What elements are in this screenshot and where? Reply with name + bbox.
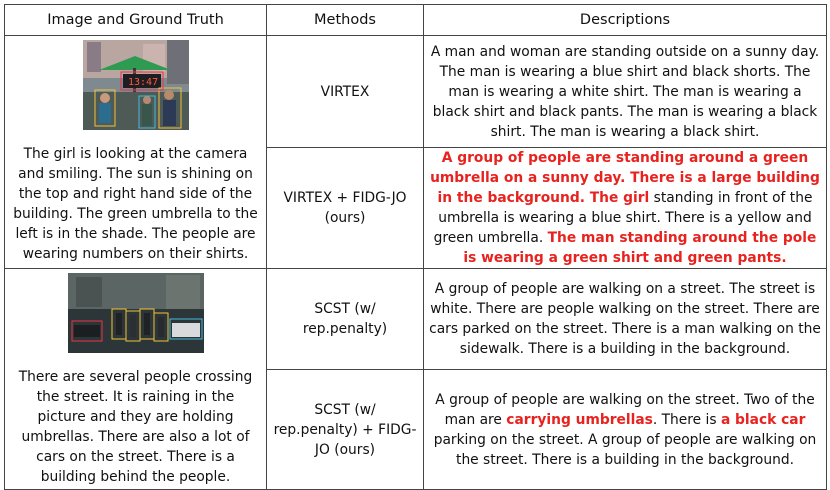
text-segment: standing in front of the umbrella is wearing a blue shirt. There is a yellow and green umbrella. [433, 190, 813, 246]
table-row [5, 36, 827, 148]
highlighted-segment: A group of people are standing around a green umbrella on a sunny day. There is a large building in the background. The girl [430, 150, 820, 206]
method-cell: VIRTEX + FIDG-JO (ours) [267, 148, 424, 269]
method-cell: SCST (w/ rep.penalty) [267, 269, 424, 370]
ground-truth-text: There are several people crossing the street. It is raining in the picture and they are holding umbrellas. There are also a lot of cars on the street. There is a building behind the people. [18, 369, 253, 485]
description-cell [424, 36, 827, 148]
text-segment: A man and woman are standing outside on a sunny day. The man is wearing a blue shirt and black shorts. The man is wearing a white shirt. The man is wearing a black shirt and black pants. The man is wearing a black shirt. The man is wearing a black shirt. [430, 43, 820, 140]
highlighted-segment: The man standing around the pole is wearing a green shirt and green pants. [463, 230, 817, 266]
method-cell: SCST (w/ rep.penalty) + FIDG-JO (ours) [267, 370, 424, 490]
description-cell [424, 148, 827, 269]
street-crossing-image [68, 273, 204, 353]
header-descriptions: Descriptions [424, 5, 827, 36]
description-cell [424, 269, 827, 370]
text-segment: A group of people are walking on the street. Two of the man are [435, 391, 815, 428]
text-segment: A group of people are walking on a street. The street is white. There are people walking on the street. There are cars parked on the street. There is a man walking on the sidewalk. There is a building in the background. [429, 281, 821, 358]
table-row [5, 269, 827, 370]
clock-display-text: 13:47 [127, 77, 158, 88]
method-cell: VIRTEX [267, 36, 424, 148]
image-ground-truth-cell [5, 269, 267, 490]
text-segment: . There is [652, 411, 721, 428]
image-ground-truth-cell [5, 36, 267, 269]
results-table [4, 4, 827, 490]
highlighted-segment: carrying umbrellas [506, 411, 653, 428]
umbrella-scene-image [83, 40, 189, 130]
header-methods: Methods [267, 5, 424, 36]
ground-truth-text: The girl is looking at the camera and smiling. The sun is shining on the top and right hand side of the building. The green umbrella to the left is in the shade. The people are wearing numbers on their shirts. [13, 146, 258, 262]
description-cell [424, 370, 827, 490]
highlighted-segment: a black car [720, 411, 806, 428]
text-segment: parking on the street. A group of people are walking on the street. There is a building in the background. [433, 431, 817, 468]
header-image-ground-truth: Image and Ground Truth [5, 5, 267, 36]
header-row [5, 5, 827, 36]
